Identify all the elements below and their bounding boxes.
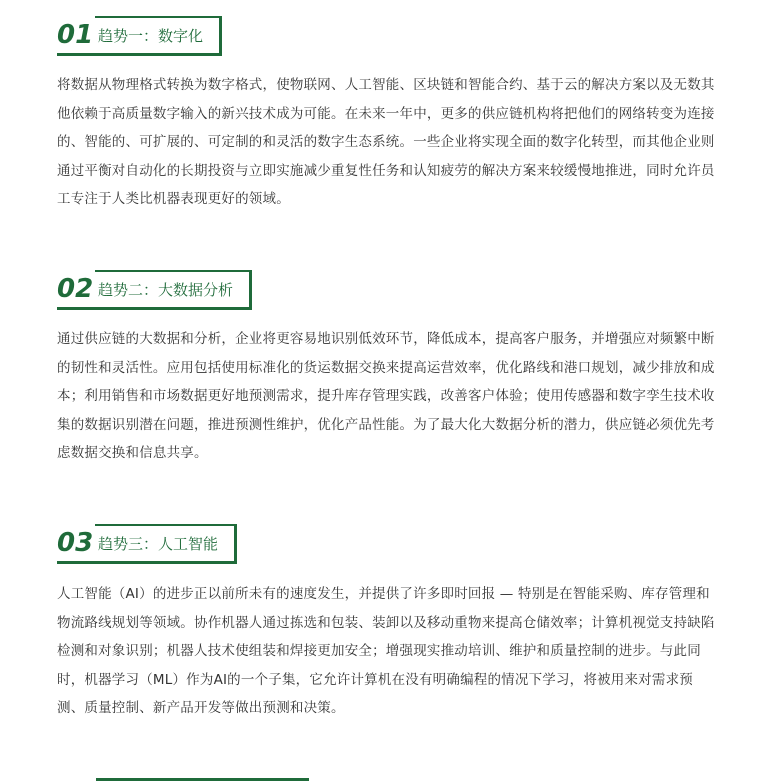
section-title-box-1 <box>95 16 222 56</box>
section-title-2: 趋势二：大数据分析 <box>98 281 234 299</box>
section-body-1: 将数据从物理格式转换为数字格式，使物联网、人工智能、区块链和智能合约、基于云的解决方案以及无数其他依赖于高质量数字输入的新兴技术成为可能。在未来一年中，更多的供应链机构将把他们的网络转变为连接的、智能的、可扩展的、可定制的和灵活的数字生态系统。一些企业将实现全面的数字化转型，而其他企业则通过平衡对自动化的长期投资与立即实施减少重复性任务和认知疲劳的解决方案来较缓慢地推进，同时允许员工专注于人类比机器表现更好的领域。 <box>57 77 715 207</box>
section-body-3: 人工智能（AI）的进步正以前所未有的速度发生，并提供了许多即时回报 — 特别是在智能采购、库存管理和物流路线规划等领域。协作机器人通过拣选和包装、装卸以及移动重物来提高仓储效率；计算机视觉支持缺陷检测和对象识别；机器人技术使组装和焊接更加安全；增强现实推动培训、维护和质量控制的进步。与此同时，机器学习（ML）作为AI的一个子集，它允许计算机在没有明确编程的情况下学习，将被用来对需求预测、质量控制、新产品开发等做出预测和决策。 <box>57 586 715 716</box>
section-body-2: 通过供应链的大数据和分析，企业将更容易地识别低效环节，降低成本，提高客户服务，并增强应对频繁中断的韧性和灵活性。应用包括使用标准化的货运数据交换来提高运营效率，优化路线和港口规划，减少排放和成本；利用销售和市场数据更好地预测需求，提升库存管理实践，改善客户体验；使用传感器和数字孪生技术收集的数据识别潜在问题，推进预测性维护，优化产品性能。为了最大化大数据分析的潜力，供应链必须优先考虑数据交换和信息共享。 <box>57 331 715 461</box>
section-title-box-2 <box>95 270 252 310</box>
section-number-3: 03 <box>57 528 94 558</box>
section-title-1: 趋势一：数字化 <box>98 27 204 45</box>
section-title-3: 趋势三：人工智能 <box>98 535 219 553</box>
section-number-2: 02 <box>57 274 94 304</box>
section-number-1: 01 <box>57 20 94 50</box>
section-title-box-3 <box>95 524 237 564</box>
